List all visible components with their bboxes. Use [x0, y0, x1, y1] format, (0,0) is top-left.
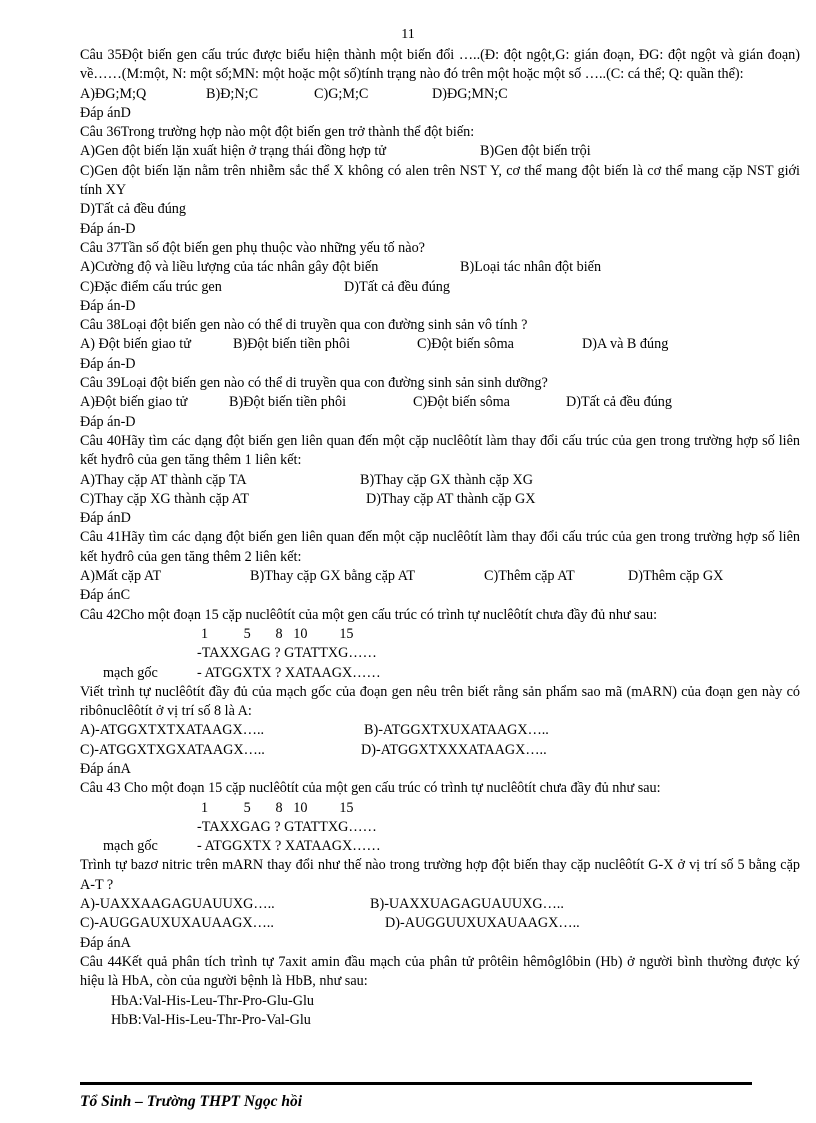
sequence-strand-1: -TAXXGAG ? GTATTXG……	[197, 818, 377, 835]
question-40-options-ab	[80, 471, 800, 490]
option-c: C)G;M;C	[314, 85, 369, 102]
option-c: C)-ATGGXTXGXATAAGX…..	[80, 741, 265, 758]
question-42-text: Viết trình tự nuclêôtít đầy đủ của mạch gốc của đoạn gen nêu trên biết rằng sản phẩm sao mã (mARN) của đoạn gen này có ribônuclêôtít ở vị trí số 8 là A:	[80, 683, 800, 720]
question-42-title: Câu 42Cho một đoạn 15 cặp nuclêôtít của một gen cấu trúc có trình tự nuclêôtít chưa đầy đủ như sau:	[80, 606, 658, 623]
option-d: D)Tất cả đều đúng	[566, 394, 672, 411]
question-35-text: Câu 35Đột biến gen cấu trúc được biểu hiện thành một biến đổi …..(Đ: đột ngột,G: gián đoạn, ĐG: đột ngột và gián đoạn) về……(M:một, N: một số;MN: một hoặc một số)tính trạng nào đó trên một hoặc một số …..(C: cá thể; Q: quần thể):	[80, 47, 800, 83]
template-strand-label: mạch gốc	[103, 838, 158, 855]
answer-42: Đáp ánA	[80, 760, 131, 777]
question-38-options	[80, 335, 800, 354]
option-c: C)Đột biến sôma	[413, 394, 510, 411]
option-c: C)Thêm cặp AT	[484, 568, 575, 585]
question-37-title: Câu 37Tần số đột biến gen phụ thuộc vào những yếu tố nào?	[80, 239, 425, 256]
option-b: B)-ATGGXTXUXATAAGX…..	[364, 722, 549, 739]
sequence-positions: 1 5 8 10 15	[201, 625, 354, 642]
question-43-text: Trình tự bazơ nitric trên mARN thay đổi như thế nào trong trường hợp đột biến thay cặp nuclêôtít G-X ở vị trí số 5 bằng cặp A-T ?	[80, 857, 800, 893]
option-a: A)Cường độ và liều lượng của tác nhân gây đột biến	[80, 259, 379, 276]
option-b: B)-UAXXUAGAGUAUUXG…..	[370, 896, 564, 913]
sequence-strand-1: -TAXXGAG ? GTATTXG……	[197, 645, 377, 662]
option-d: D)A và B đúng	[582, 336, 669, 353]
document-body	[80, 46, 800, 1030]
option-a: A)Gen đột biến lặn xuất hiện ở trạng thái đồng hợp tử	[80, 143, 386, 160]
question-43-title: Câu 43 Cho một đoạn 15 cặp nuclêôtít của một gen cấu trúc có trình tự nuclêôtít chưa đầy đủ như sau:	[80, 780, 661, 797]
answer-43: Đáp ánA	[80, 934, 131, 951]
option-d: D)Tất cả đều đúng	[344, 278, 450, 295]
option-b: B)Đột biến tiền phôi	[233, 336, 351, 353]
option-a: A)-ATGGXTXTXATAAGX…..	[80, 722, 265, 739]
answer-35: Đáp ánD	[80, 104, 131, 121]
option-b: B)Thay cặp GX thành cặp XG	[360, 471, 533, 488]
option-c: C)-AUGGAUXUXAUAAGX…..	[80, 915, 274, 932]
footer-divider	[80, 1082, 752, 1085]
question-37-options-ab	[80, 258, 800, 277]
option-b: B)Đ;N;C	[206, 85, 259, 102]
question-36-title: Câu 36Trong trường hợp nào một đột biến gen trở thành thể đột biến:	[80, 124, 475, 141]
answer-41: Đáp ánC	[80, 587, 131, 604]
question-44-title: Câu 44Kết quả phân tích trình tự 7axit amin đầu mạch của phân tử prôtêin hêmôglôbin (Hb) ở người bình thường được ký hiệu là HbA, còn của người bệnh là HbB, như sau:	[80, 953, 800, 990]
option-d: D)Thay cặp AT thành cặp GX	[366, 490, 536, 507]
question-41-options	[80, 567, 800, 586]
question-39-title: Câu 39Loại đột biến gen nào có thể di truyền qua con đường sinh sản sinh dưỡng?	[80, 375, 548, 392]
option-b: B)Thay cặp GX bằng cặp AT	[250, 568, 416, 585]
option-d: D)-AUGGUUXUXAUAAGX…..	[385, 915, 580, 932]
question-43-options-cd	[80, 914, 800, 933]
hbb-sequence: HbB:Val-His-Leu-Thr-Pro-Val-Glu	[111, 1011, 311, 1028]
option-a: A)Mất cặp AT	[80, 568, 162, 585]
question-41-title: Câu 41Hãy tìm các dạng đột biến gen liên quan đến một cặp nuclêôtít làm thay đổi cấu trúc của gen trong trường hợp số liên kết hyđrô của gen tăng thêm 2 liên kết:	[80, 529, 800, 565]
option-d: D)-ATGGXTXXXATAAGX…..	[361, 741, 547, 758]
template-strand-label: mạch gốc	[103, 664, 158, 681]
option-c: C)Đột biến sôma	[417, 336, 514, 353]
option-c: C)Đặc điểm cấu trúc gen	[80, 278, 222, 295]
answer-36: Đáp án-D	[80, 220, 136, 237]
option-d: D)ĐG;MN;C	[432, 85, 508, 102]
answer-39: Đáp án-D	[80, 413, 136, 430]
option-b: B)Loại tác nhân đột biến	[460, 259, 602, 276]
sequence-strand-2: - ATGGXTX ? XATAAGX……	[197, 838, 381, 855]
question-39-options	[80, 393, 800, 412]
answer-40: Đáp ánD	[80, 510, 131, 527]
option-b: B)Đột biến tiền phôi	[229, 394, 347, 411]
option-c: C)Gen đột biến lặn nằm trên nhiễm sắc thể X không có alen trên NST Y, cơ thể mang đột biến là cơ thể mang cặp NST giới tính XY	[80, 162, 800, 199]
option-b: B)Gen đột biến trội	[480, 143, 591, 160]
option-a: A)Đột biến giao tử	[80, 394, 188, 411]
question-43-options-ab	[80, 895, 800, 914]
question-36-options-ab	[80, 142, 800, 161]
option-d: D)Thêm cặp GX	[628, 568, 724, 585]
question-40-title: Câu 40Hãy tìm các dạng đột biến gen liên quan đến một cặp nuclêôtít làm thay đổi cấu trúc của gen trong trường hợp số liên kết hyđrô của gen tăng thêm 1 liên kết:	[80, 432, 800, 469]
option-a: A)-UAXXAAGAGUAUUXG…..	[80, 896, 275, 913]
sequence-strand-2-row	[80, 837, 800, 856]
option-c: C)Thay cặp XG thành cặp AT	[80, 490, 250, 507]
footer-text: Tổ Sinh – Trường THPT Ngọc hồi	[80, 1093, 302, 1110]
question-38-title: Câu 38Loại đột biến gen nào có thể di truyền qua con đường sinh sản vô tính ?	[80, 317, 528, 334]
option-a: A) Đột biến giao tử	[80, 336, 191, 353]
sequence-positions: 1 5 8 10 15	[201, 799, 354, 816]
option-a: A)Thay cặp AT thành cặp TA	[80, 471, 247, 488]
question-35-options	[80, 85, 800, 104]
answer-37: Đáp án-D	[80, 297, 136, 314]
page-number: 11	[401, 27, 415, 42]
option-d: D)Tất cả đều đúng	[80, 201, 186, 218]
sequence-strand-2-row	[80, 664, 800, 683]
option-a: A)ĐG;M;Q	[80, 85, 147, 102]
hba-sequence: HbA:Val-His-Leu-Thr-Pro-Glu-Glu	[111, 992, 315, 1009]
question-37-options-cd	[80, 278, 800, 297]
sequence-strand-2: - ATGGXTX ? XATAAGX……	[197, 664, 381, 681]
answer-38: Đáp án-D	[80, 355, 136, 372]
question-42-options-ab	[80, 721, 800, 740]
question-42-options-cd	[80, 741, 800, 760]
question-40-options-cd	[80, 490, 800, 509]
